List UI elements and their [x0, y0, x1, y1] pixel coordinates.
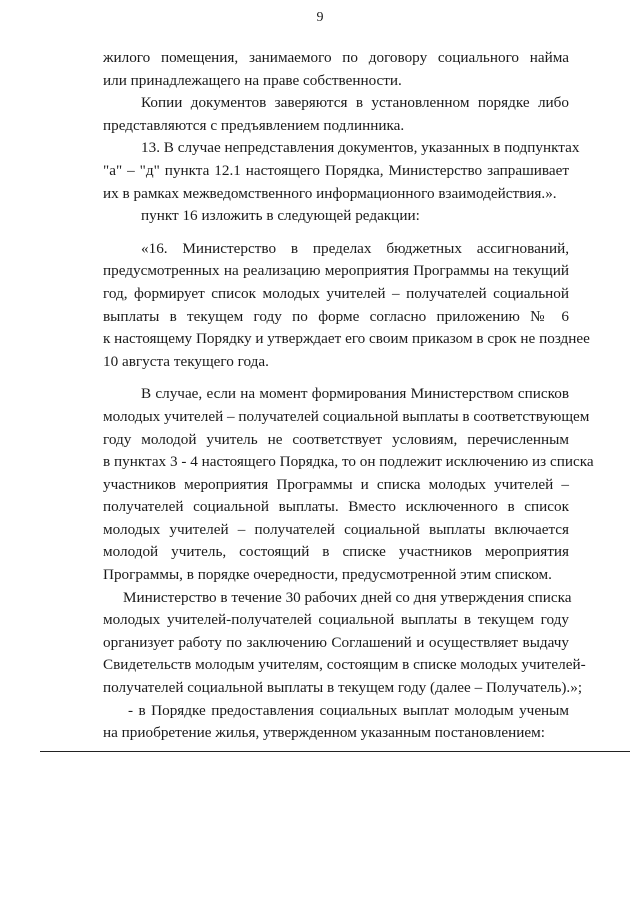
text-line: Программы, в порядке очередности, предусмотренной этим списком.: [103, 566, 552, 584]
paragraph: [103, 137, 580, 205]
text-line: пункт 16 изложить в следующей редакции:: [141, 207, 420, 225]
text-line: получателей социальной выплаты. Вместо исключенного в список: [103, 498, 569, 516]
text-line: 10 августа текущего года.: [103, 352, 269, 370]
text-line: «16. Министерство в пределах бюджетных ассигнований,: [141, 239, 569, 257]
text-line: организует работу по заключению Соглашений и осуществляет выдачу: [103, 633, 569, 651]
text-line: молодых учителей-получателей социальной выплаты в текущем году: [103, 611, 569, 629]
text-line: "а" – "д" пункта 12.1 настоящего Порядка, Министерство запрашивает: [103, 161, 569, 179]
document-body: [103, 47, 594, 745]
text-line: Министерство в течение 30 рабочих дней со дня утверждения списка: [123, 588, 572, 606]
text-line: представляются с предъявлением подлинника.: [103, 116, 405, 134]
text-line: предусмотренных на реализацию мероприятия Программы на текущий: [103, 262, 569, 280]
text-line: молодых учителей – получателей социальной выплаты включается: [103, 520, 569, 538]
text-line: участников мероприятия Программы и списка молодых учителей –: [103, 475, 569, 493]
text-line: молодой учитель, состоящий в списке участников мероприятия: [103, 543, 569, 561]
text-line: молодых учителей – получателей социальной выплаты в соответствующем: [103, 407, 590, 425]
text-line: выплаты в текущем году по форме согласно приложению № 6: [103, 307, 569, 325]
text-line: год, формирует список молодых учителей – получателей социальной: [103, 284, 569, 302]
text-line: на приобретение жилья, утвержденном указанным постановлением:: [103, 724, 545, 742]
text-line: или принадлежащего на праве собственности.: [103, 71, 402, 89]
text-line: Копии документов заверяются в установленном порядке либо: [141, 94, 569, 112]
text-line: их в рамках межведомственного информационного взаимодействия.».: [103, 184, 557, 202]
paragraph-gap: [103, 373, 569, 383]
text-line: В случае, если на момент формирования Министерством списков: [141, 385, 569, 403]
text-line: Свидетельств молодым учителям, состоящим в списке молодых учителей-: [103, 656, 586, 674]
text-line: жилого помещения, занимаемого по договору социального найма: [103, 49, 569, 66]
text-line: в пунктах 3 - 4 настоящего Порядка, то он подлежит исключению из списка: [103, 453, 594, 471]
paragraph-gap: [103, 228, 569, 238]
text-line: - в Порядке предоставления социальных выплат молодым ученым: [128, 701, 569, 719]
paragraph: [103, 205, 569, 228]
horizontal-rule: [40, 751, 630, 752]
text-line: году молодой учитель не соответствует условиям, перечисленным: [103, 430, 569, 448]
paragraph: [103, 238, 590, 374]
text-line: получателей социальной выплаты в текущем году (далее – Получатель).»;: [103, 679, 583, 697]
page-number: 9: [316, 10, 324, 25]
text-line: к настоящему Порядку и утверждает его своим приказом в срок не позднее: [103, 330, 590, 348]
paragraph: [103, 383, 594, 586]
paragraph: [103, 47, 569, 92]
text-line: 13. В случае непредставления документов, указанных в подпунктах: [141, 139, 580, 157]
paragraph: [103, 700, 569, 745]
paragraph: [103, 587, 586, 700]
paragraph: [103, 92, 569, 137]
